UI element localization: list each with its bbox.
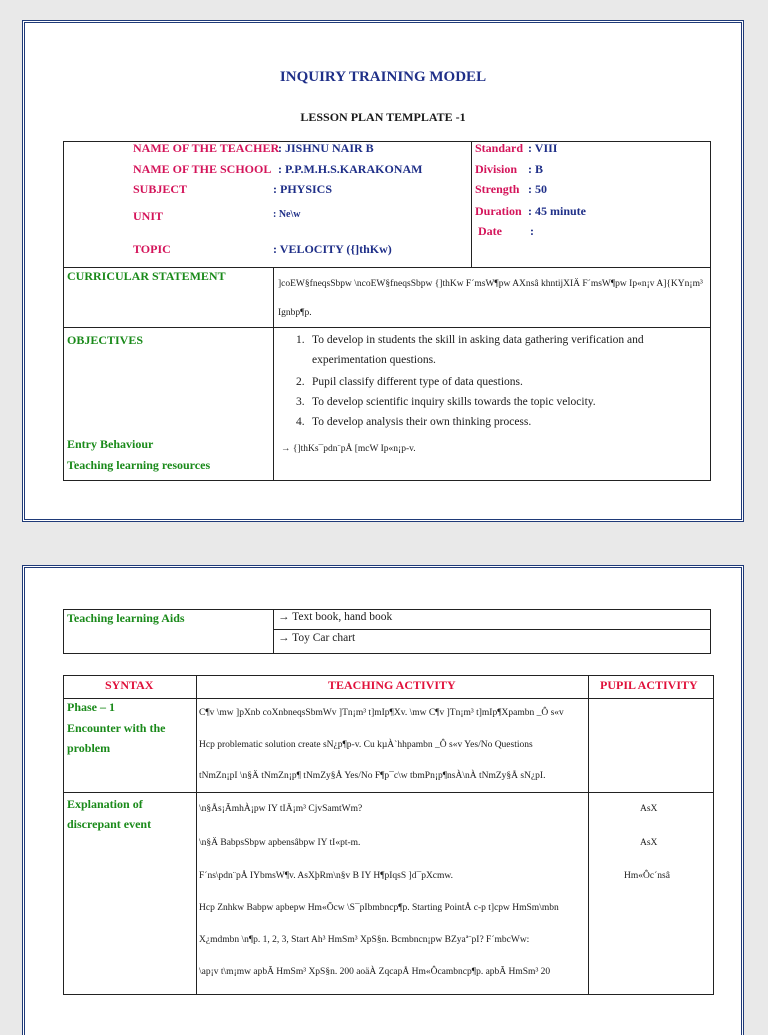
date-label: Date [478, 224, 502, 238]
document-title: INQUIRY TRAINING MODEL [279, 69, 487, 85]
teaching-resources-label: Teaching learning resources [67, 458, 211, 472]
phase-1-subtitle: Encounter with the [67, 721, 166, 735]
objective-number: 4. [296, 416, 305, 428]
entry-behaviour-value: → {]thKs¯pdn¨pÅ [mcW Ip«n¡p-v. [281, 444, 416, 454]
unit-label: UNIT [133, 209, 164, 223]
teaching-aid-item: → Text book, hand book [278, 611, 393, 623]
document-subtitle: LESSON PLAN TEMPLATE -1 [300, 110, 466, 124]
phase-2-title: Explanation of [67, 797, 143, 811]
strength-value: : 50 [528, 182, 547, 196]
objectives-label: OBJECTIVES [67, 333, 144, 347]
phase-2-activity-line: F´ns\pdn¨pÅ IYbmsW¶v. AsXþRm\n§v B IY H¶pIqsS ]d¯pXcmw. [199, 871, 454, 881]
phase-2-activity-line: \n§Ä BabpsSbpw apbensâbpw IY tI«pt-m. [199, 838, 361, 848]
phase-1-activity-line: Hcp problematic solution create sN¿p¶p-v. Cu kµÀ`hhpambn _Ô s«v Yes/No Questions [199, 740, 533, 750]
unit-value: : Ne\w [273, 209, 301, 220]
phase-2-subtitle: discrepant event [67, 817, 152, 831]
phase-1-activity-line: tNmZn¡pI \n§Ä tNmZn¡p¶ tNmZy§Å Yes/No F¶p¯c\w tbmPn¡p¶nsÀ\nÀ tNmZy§Å sN¿pI. [199, 771, 546, 781]
objective-number: 1. [296, 334, 305, 346]
column-header-teaching-activity: TEACHING ACTIVITY [328, 678, 456, 692]
curricular-statement-label: CURRICULAR STATEMENT [67, 269, 226, 283]
pupil-activity-item: Hm«Ôc´nsâ [624, 871, 670, 881]
duration-value: : 45 minute [528, 204, 586, 218]
objective-text: experimentation questions. [312, 354, 436, 366]
phase-2-activity-line: X¿mdmbn \n¶p. 1, 2, 3, Start Ah³ HmSm³ XpS§n. Bcmbncn¡pw BZyaª¨pI? F´mbcWw: [199, 935, 530, 945]
standard-value: : VIII [528, 141, 558, 155]
phase-1-activity-line: C¶v \mw ]pXnb coXnbneqsSbmWv ]Tn¡m³ t]mIp¶Xv. \mw C¶v ]Tn¡m³ t]mIp¶Xpambn _Ô s«v [199, 708, 564, 718]
teacher-label: NAME OF THE TEACHER [133, 141, 280, 155]
curricular-statement-line-1: ]coEW§fneqsSbpw \ncoEW§fneqsSbpw {]thKw F´msW¶pw AXnsâ khntijXIÄ F´msW¶pw Ip«n¡v A]{KYn¡m³ [278, 279, 703, 289]
teaching-aids-label: Teaching learning Aids [67, 611, 185, 625]
objective-number: 2. [296, 376, 305, 388]
teaching-aid-item: → Toy Car chart [278, 632, 356, 644]
subject-label: SUBJECT [133, 182, 188, 196]
pupil-activity-item: AsX [640, 838, 658, 848]
phase-2-activity-line: Hcp Znhkw Babpw apbepw Hm«Õcw \S¯pIbmbncp¶p. Starting PointÅ c-p t]cpw HmSm\mbn [199, 903, 559, 913]
objective-text: Pupil classify different type of data questions. [312, 376, 523, 388]
lesson-plan-page-2 [22, 565, 744, 1035]
objective-text: To develop analysis their own thinking process. [312, 416, 532, 428]
phase-2-activity-line: \n§Ås¡ÃmhÀ¡pw IY tIÄ¡m³ CjvSamtWm? [199, 804, 363, 814]
school-value: : P.P.M.H.S.KARAKONAM [278, 162, 423, 176]
phase-1-subtitle: problem [67, 741, 111, 755]
school-label: NAME OF THE SCHOOL [133, 162, 272, 176]
teacher-value: : JISHNU NAIR B [278, 141, 374, 155]
objective-number: 3. [296, 396, 305, 408]
column-header-syntax: SYNTAX [105, 678, 154, 692]
date-value: : [530, 224, 534, 238]
entry-behaviour-label: Entry Behaviour [67, 437, 154, 451]
phase-2-activity-line: \ap¡v t\m¡mw apbÃ HmSm³ XpS§n. 200 aoäÀ ZqcapÅ Hm«Ôcambncp¶p. apbÃ HmSm³ 20 [199, 967, 551, 977]
division-label: Division [475, 162, 518, 176]
topic-label: TOPIC [133, 242, 171, 256]
phase-1-title: Phase – 1 [67, 700, 115, 714]
objective-text: To develop in students the skill in asking data gathering verification and [312, 334, 644, 346]
subject-value: : PHYSICS [273, 182, 333, 196]
standard-label: Standard [475, 141, 524, 155]
pupil-activity-item: AsX [640, 804, 658, 814]
objective-text: To develop scientific inquiry skills towards the topic velocity. [312, 396, 596, 408]
strength-label: Strength [475, 182, 520, 196]
lesson-plan-page-1 [22, 20, 744, 522]
topic-value: : VELOCITY ({]thKw) [273, 242, 392, 256]
division-value: : B [528, 162, 543, 176]
curricular-statement-line-2: Ignbp¶p. [278, 308, 312, 318]
column-header-pupil-activity: PUPIL ACTIVITY [600, 678, 698, 692]
duration-label: Duration [475, 204, 522, 218]
